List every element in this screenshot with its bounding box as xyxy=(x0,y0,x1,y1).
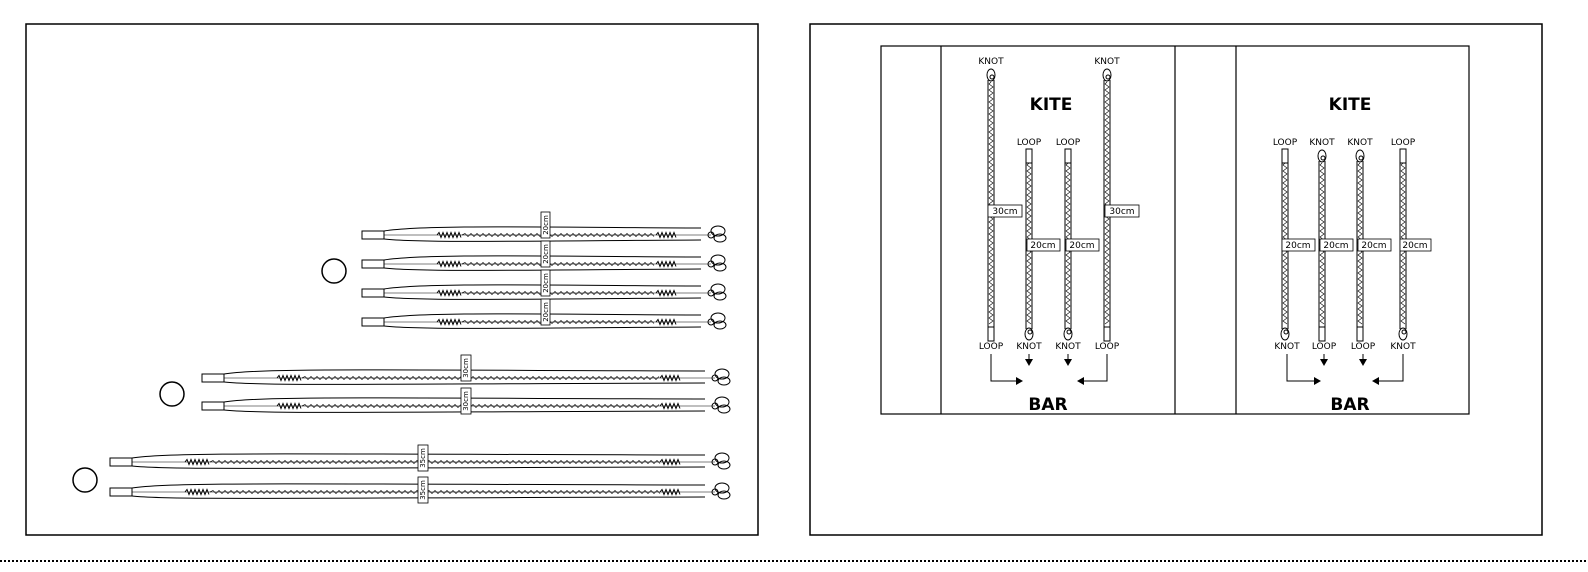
line-top-label: LOOP xyxy=(1055,138,1081,148)
line-top-label: LOOP xyxy=(1390,138,1416,148)
line-top-label: LOOP xyxy=(1016,138,1042,148)
connector-arrows xyxy=(1287,354,1403,381)
length-tag xyxy=(541,212,550,238)
length-tag xyxy=(1066,239,1099,251)
svg-text:20cm: 20cm xyxy=(1361,241,1387,251)
svg-text:20cm: 20cm xyxy=(542,215,550,235)
svg-text:20cm: 20cm xyxy=(1030,241,1056,251)
line-bottom-label: LOOP xyxy=(1311,342,1337,352)
svg-text:35cm: 35cm xyxy=(419,480,427,500)
group-marker[interactable] xyxy=(73,468,97,492)
length-tag xyxy=(1358,239,1391,251)
svg-text:20cm: 20cm xyxy=(542,302,550,322)
svg-text:30cm: 30cm xyxy=(1109,207,1135,217)
length-tag xyxy=(418,477,428,503)
line-bottom-label: LOOP xyxy=(1350,342,1376,352)
right-page-frame xyxy=(810,24,1542,535)
line-top-label: KNOT xyxy=(1309,138,1335,148)
svg-text:30cm: 30cm xyxy=(462,391,470,411)
svg-text:20cm: 20cm xyxy=(542,244,550,264)
length-tag xyxy=(541,270,550,296)
svg-text:30cm: 30cm xyxy=(992,207,1018,217)
length-tag xyxy=(1105,205,1139,217)
bar-label: BAR xyxy=(1028,395,1068,415)
svg-text:20cm: 20cm xyxy=(1069,241,1095,251)
length-tag xyxy=(1400,239,1431,251)
length-tag xyxy=(1320,239,1353,251)
line-bottom-label: KNOT xyxy=(1390,342,1416,352)
length-tag xyxy=(418,445,428,471)
line-bottom-label: KNOT xyxy=(1055,342,1081,352)
svg-text:20cm: 20cm xyxy=(1323,241,1349,251)
line-bottom-label: LOOP xyxy=(978,342,1004,352)
length-tag xyxy=(1282,239,1315,251)
length-tag xyxy=(541,299,550,325)
line-bottom-label: LOOP xyxy=(1094,342,1120,352)
line-top-label: KNOT xyxy=(1347,138,1373,148)
line-bottom-label: KNOT xyxy=(1016,342,1042,352)
left-page-frame xyxy=(26,24,758,535)
line-top-label: KNOT xyxy=(978,57,1004,67)
bar-label: BAR xyxy=(1330,395,1370,415)
length-tag xyxy=(461,355,471,381)
kite-label: KITE xyxy=(1328,95,1372,115)
connector-arrows xyxy=(991,354,1107,381)
svg-text:20cm: 20cm xyxy=(1285,241,1311,251)
svg-text:30cm: 30cm xyxy=(462,358,470,378)
svg-text:20cm: 20cm xyxy=(542,273,550,293)
line-top-label: LOOP xyxy=(1272,138,1298,148)
length-tag xyxy=(541,241,550,267)
length-tag xyxy=(461,388,471,414)
length-tag xyxy=(988,205,1022,217)
group-marker[interactable] xyxy=(160,382,184,406)
svg-text:35cm: 35cm xyxy=(419,448,427,468)
group-marker[interactable] xyxy=(322,259,346,283)
svg-text:20cm: 20cm xyxy=(1402,241,1428,251)
line-top-label: KNOT xyxy=(1094,57,1120,67)
kite-label: KITE xyxy=(1029,95,1073,115)
length-tag xyxy=(1027,239,1060,251)
line-bottom-label: KNOT xyxy=(1274,342,1300,352)
